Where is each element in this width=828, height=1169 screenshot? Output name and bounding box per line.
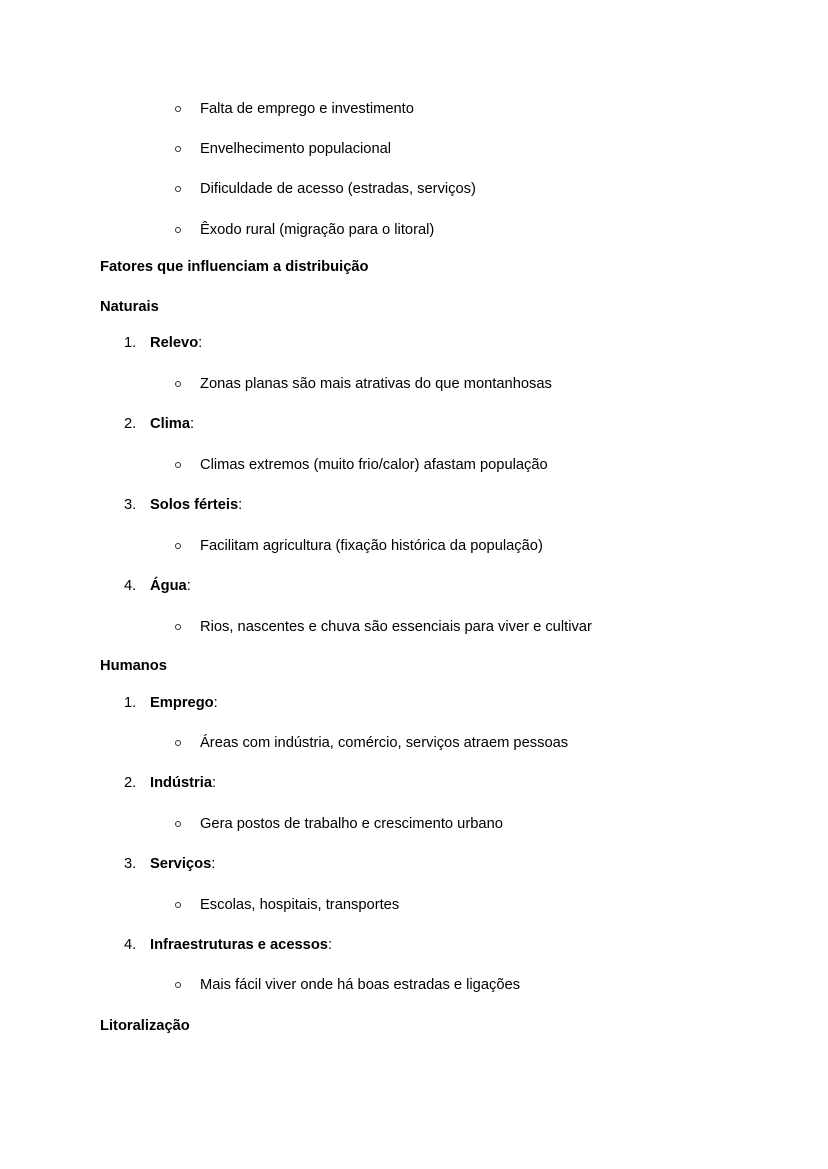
item-label: Emprego <box>150 695 214 711</box>
list-item: Facilitam agricultura (fixação histórica da população) <box>200 538 543 554</box>
hollow-bullet-icon <box>175 543 181 549</box>
item-number: 2. <box>124 775 137 791</box>
item-number: 3. <box>124 497 137 513</box>
section-title-litoralizacao: Litoralização <box>100 1018 190 1034</box>
section-title: Fatores que influenciam a distribuição <box>100 259 369 275</box>
item-number: 4. <box>124 578 137 594</box>
list-item: Escolas, hospitais, transportes <box>200 897 400 913</box>
list-item: Êxodo rural (migração para o litoral) <box>200 222 435 238</box>
hollow-bullet-icon <box>175 227 181 233</box>
item-number: 3. <box>124 856 137 872</box>
item-colon: : <box>212 775 217 791</box>
item-colon: : <box>213 695 218 711</box>
hollow-bullet-icon <box>175 902 181 908</box>
list-item: Envelhecimento populacional <box>200 141 392 157</box>
subsection-title-naturais: Naturais <box>100 299 159 315</box>
item-colon: : <box>190 416 195 432</box>
list-item: Gera postos de trabalho e crescimento urbano <box>200 816 503 832</box>
hollow-bullet-icon <box>175 186 181 192</box>
list-item: Falta de emprego e investimento <box>200 101 414 117</box>
list-item: Dificuldade de acesso (estradas, serviços) <box>200 181 476 197</box>
item-label: Infraestruturas e acessos <box>150 937 328 953</box>
hollow-bullet-icon <box>175 462 181 468</box>
hollow-bullet-icon <box>175 982 181 988</box>
list-item: Áreas com indústria, comércio, serviços atraem pessoas <box>200 735 569 751</box>
subsection-title-humanos: Humanos <box>100 658 167 674</box>
item-label: Solos férteis <box>150 497 239 513</box>
item-colon: : <box>211 856 216 872</box>
hollow-bullet-icon <box>175 146 181 152</box>
item-colon: : <box>238 497 243 513</box>
hollow-bullet-icon <box>175 381 181 387</box>
item-label: Indústria <box>150 775 213 791</box>
hollow-bullet-icon <box>175 821 181 827</box>
item-number: 1. <box>124 695 137 711</box>
item-colon: : <box>186 578 191 594</box>
list-item: Zonas planas são mais atrativas do que montanhosas <box>200 376 552 392</box>
hollow-bullet-icon <box>175 624 181 630</box>
item-label: Serviços <box>150 856 212 872</box>
item-colon: : <box>198 335 203 351</box>
item-label: Relevo <box>150 335 199 351</box>
item-number: 1. <box>124 335 137 351</box>
list-item: Mais fácil viver onde há boas estradas e ligações <box>200 977 521 993</box>
hollow-bullet-icon <box>175 106 181 112</box>
item-label: Clima <box>150 416 190 432</box>
item-colon: : <box>327 937 333 953</box>
hollow-bullet-icon <box>175 740 181 746</box>
item-number: 4. <box>124 937 137 953</box>
item-number: 2. <box>124 416 137 432</box>
list-item: Rios, nascentes e chuva são essenciais para viver e cultivar <box>200 619 592 635</box>
item-label: Água <box>150 578 187 594</box>
list-item: Climas extremos (muito frio/calor) afastam população <box>200 457 548 473</box>
